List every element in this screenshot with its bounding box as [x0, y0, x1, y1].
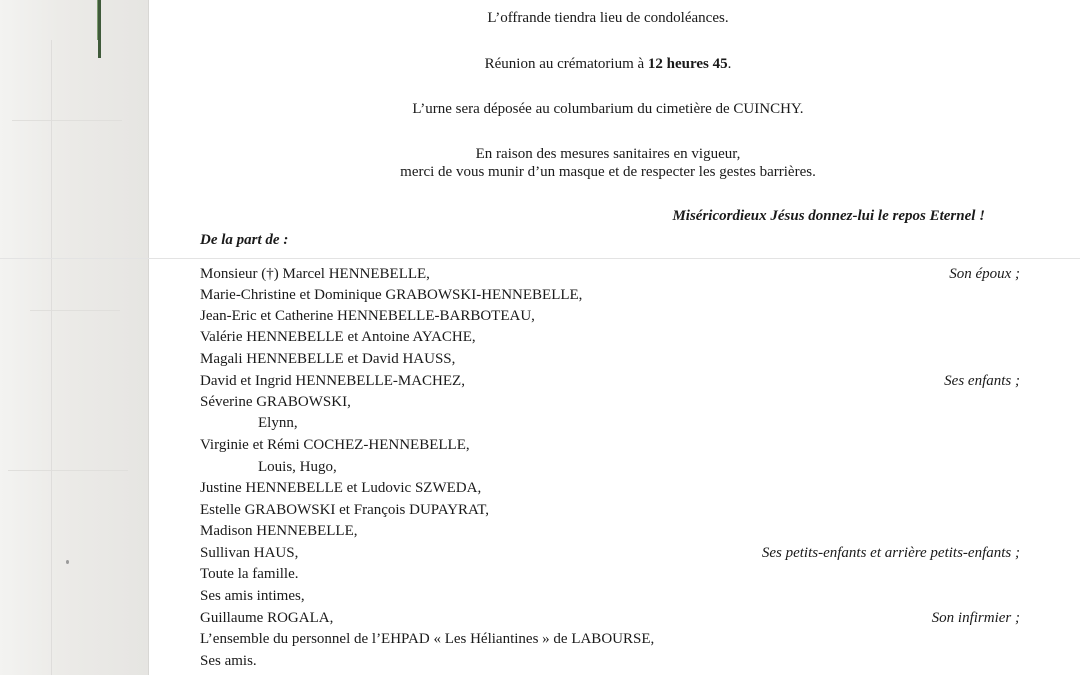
family-entry: Louis, Hugo,	[258, 459, 337, 475]
family-entry: Marie-Christine et Dominique GRABOWSKI-HENNEBELLE,	[200, 287, 583, 303]
family-entry: Séverine GRABOWSKI,	[200, 394, 351, 410]
family-entry: Virginie et Rémi COCHEZ-HENNEBELLE,	[200, 437, 470, 453]
urne-text: L’urne sera déposée au columbarium du cimetière de CUINCHY.	[412, 101, 804, 117]
family-entry: David et Ingrid HENNEBELLE-MACHEZ,	[200, 373, 465, 389]
reunion-time: 12 heures 45	[647, 56, 728, 72]
sanitaire-line-1: En raison des mesures sanitaires en vigueur,	[475, 146, 741, 162]
family-entry: Ses amis.	[200, 653, 257, 669]
role-infirmier: Son infirmier ;	[931, 610, 1020, 626]
paper-fold-line	[0, 258, 1080, 259]
role-epoux: Son époux ;	[949, 266, 1020, 282]
family-entry: Sullivan HAUS,	[200, 545, 299, 561]
family-entry: Justine HENNEBELLE et Ludovic SZWEDA,	[200, 480, 482, 496]
offrande-text: L’offrande tiendra lieu de condoléances.	[487, 10, 729, 26]
role-enfants: Ses enfants ;	[944, 373, 1020, 389]
reunion-text	[148, 55, 1068, 73]
reunion-suffix: .	[727, 56, 732, 72]
family-entry: Estelle GRABOWSKI et François DUPAYRAT,	[200, 502, 490, 518]
family-entry: Monsieur (†) Marcel HENNEBELLE,	[200, 266, 430, 282]
role-petits-enfants: Ses petits-enfants et arrière petits-enfants ;	[761, 545, 1020, 561]
decorative-side-panel	[0, 0, 149, 675]
plant-stem-icon	[96, 0, 103, 58]
reunion-prefix: Réunion au crématorium à	[484, 56, 648, 72]
page-margin-line	[51, 40, 52, 675]
marble-texture	[30, 310, 120, 311]
family-entry: Jean-Eric et Catherine HENNEBELLE-BARBOTEAU,	[200, 308, 535, 324]
sanitaire-line-2: merci de vous munir d’un masque et de respecter les gestes barrières.	[400, 164, 816, 180]
marble-texture	[12, 120, 122, 121]
family-entry: L’ensemble du personnel de l’EHPAD « Les Héliantines » de LABOURSE,	[200, 631, 655, 647]
family-entry: Toute la famille.	[200, 566, 299, 582]
marble-texture	[8, 470, 128, 471]
paper-speck	[66, 560, 69, 564]
family-entry: Guillaume ROGALA,	[200, 610, 334, 626]
family-entry: Ses amis intimes,	[200, 588, 305, 604]
family-entry: Elynn,	[258, 415, 298, 431]
family-entry: Valérie HENNEBELLE et Antoine AYACHE,	[200, 329, 476, 345]
family-entry: Madison HENNEBELLE,	[200, 523, 358, 539]
prayer-text: Miséricordieux Jésus donnez-lui le repos Eternel !	[672, 208, 985, 224]
family-entry: Magali HENNEBELLE et David HAUSS,	[200, 351, 456, 367]
de-la-part-de-heading: De la part de :	[200, 232, 289, 248]
